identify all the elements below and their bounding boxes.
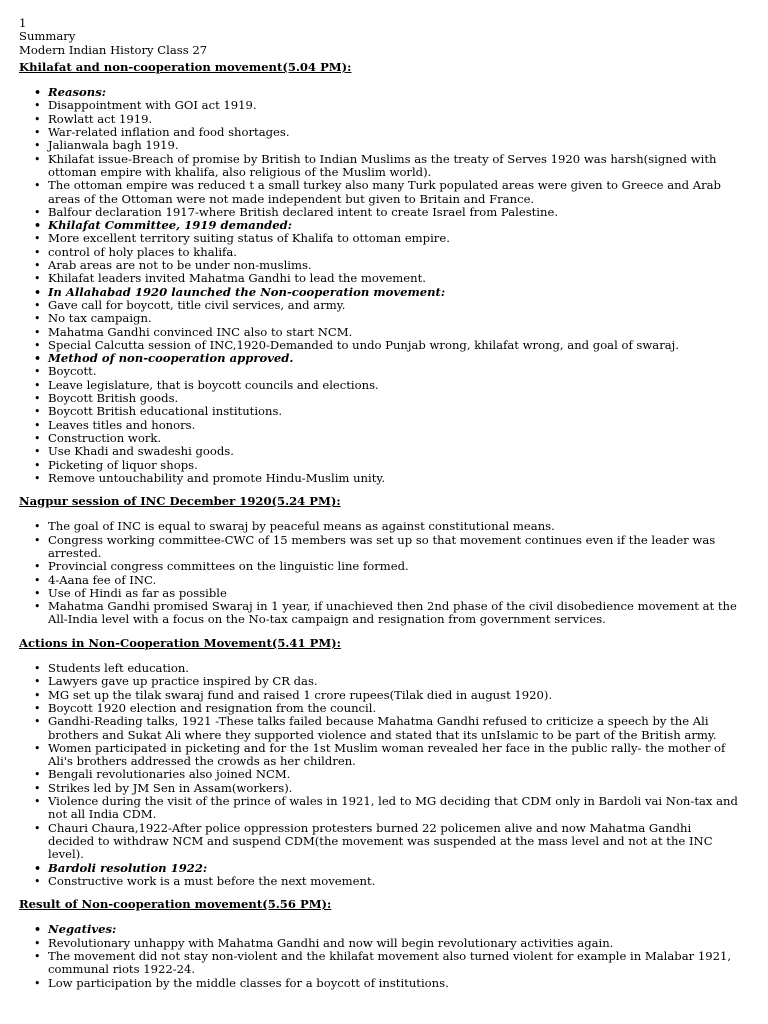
list-item: • Women participated in picketing and for the 1st Muslim woman revealed her face in the public rally- the mother of Ali's brothers addressed the crowds as her children. <box>48 742 738 769</box>
document-type: Summary <box>19 29 76 44</box>
list-item: • Boycott. <box>48 365 738 378</box>
list-item: • Violence during the visit of the prince of wales in 1921, led to MG deciding that CDM only in Bardoli vai Non-tax and not all India CDM. <box>48 795 738 822</box>
list-subheading: • Negatives: <box>48 923 738 936</box>
list-item: • Arab areas are not to be under non-muslims. <box>48 259 738 272</box>
section-heading: Result of Non-cooperation movement(5.56 PM): <box>19 897 332 912</box>
list-item: • Bengali revolutionaries also joined NCM. <box>48 768 738 781</box>
list-item: • Congress working committee-CWC of 15 members was set up so that movement continues even if the leader was arrested. <box>48 534 738 561</box>
list-subheading: • Method of non-cooperation approved. <box>48 352 738 365</box>
page-number: 1 <box>19 16 27 30</box>
list-item: • Jalianwala bagh 1919. <box>48 139 738 152</box>
list-item: • Provincial congress committees on the linguistic line formed. <box>48 560 738 573</box>
section-heading: Actions in Non-Cooperation Movement(5.41 PM): <box>19 635 341 650</box>
list-item: • Students left education. <box>48 662 738 675</box>
list-item: • Lawyers gave up practice inspired by CR das. <box>48 675 738 688</box>
list-item: • Picketing of liquor shops. <box>48 459 738 472</box>
list-item: • The movement did not stay non-violent and the khilafat movement also turned violent for example in Malabar 1921, communal riots 1922-24. <box>48 950 738 977</box>
list-item: • War-related inflation and food shortages. <box>48 126 738 139</box>
list-item: • Use Khadi and swadeshi goods. <box>48 445 738 458</box>
bullet-list <box>19 86 738 485</box>
list-item: • Balfour declaration 1917-where British declared intent to create Israel from Palestine. <box>48 206 738 219</box>
list-item: • Disappointment with GOI act 1919. <box>48 99 738 112</box>
list-item: • Special Calcutta session of INC,1920-Demanded to undo Punjab wrong, khilafat wrong, and goal of swaraj. <box>48 339 738 352</box>
list-item: • Revolutionary unhappy with Mahatma Gandhi and now will begin revolutionary activities again. <box>48 937 738 950</box>
list-item: • Boycott British educational institutions. <box>48 405 738 418</box>
list-item: • Strikes led by JM Sen in Assam(workers). <box>48 782 738 795</box>
list-item: • Leaves titles and honors. <box>48 419 738 432</box>
bullet-list <box>19 923 738 989</box>
section-heading: Khilafat and non-cooperation movement(5.04 PM): <box>19 59 352 74</box>
list-item: • The ottoman empire was reduced t a small turkey also many Turk populated areas were given to Greece and Arab areas of the Ottoman were not made independent but given to Britain and France. <box>48 179 738 206</box>
list-item: • Chauri Chaura,1922-After police oppression protesters burned 22 policemen alive and now Mahatma Gandhi decided to withdraw NCM and suspend CDM(the movement was suspended at the mass level and not at the INC level). <box>48 822 738 862</box>
course-title: Modern Indian History Class 27 <box>19 42 208 57</box>
list-item: • Remove untouchability and promote Hindu-Muslim unity. <box>48 472 738 485</box>
list-subheading: • Bardoli resolution 1922: <box>48 862 738 875</box>
list-item: • Constructive work is a must before the next movement. <box>48 875 738 888</box>
list-item: • The goal of INC is equal to swaraj by peaceful means as against constitutional means. <box>48 520 738 533</box>
sections-container <box>19 61 738 990</box>
list-item: • Use of Hindi as far as possible <box>48 587 738 600</box>
list-item: • Mahatma Gandhi promised Swaraj in 1 year, if unachieved then 2nd phase of the civil disobedience movement at the All-India level with a focus on the No-tax campaign and resignation from government services. <box>48 600 738 627</box>
list-item: • Boycott 1920 election and resignation from the council. <box>48 702 738 715</box>
list-item: • 4-Aana fee of INC. <box>48 574 738 587</box>
list-item: • More excellent territory suiting status of Khalifa to ottoman empire. <box>48 232 738 245</box>
list-item: • Low participation by the middle classes for a boycott of institutions. <box>48 977 738 990</box>
list-item: • Gave call for boycott, title civil services, and army. <box>48 299 738 312</box>
list-subheading: • Khilafat Committee, 1919 demanded: <box>48 219 738 232</box>
list-item: • Rowlatt act 1919. <box>48 113 738 126</box>
list-item: • Construction work. <box>48 432 738 445</box>
list-item: • Khilafat issue-Breach of promise by British to Indian Muslims as the treaty of Serves 1920 was harsh(signed with ottoman empire with khalifa, also religious of the Muslim world). <box>48 153 738 180</box>
list-subheading: • In Allahabad 1920 launched the Non-cooperation movement: <box>48 286 738 299</box>
list-item: • Gandhi-Reading talks, 1921 -These talks failed because Mahatma Gandhi refused to criticize a speech by the Ali brothers and Sukat Ali where they supported violence and stated that its unIslamic to be part of the British army. <box>48 715 738 742</box>
list-item: • control of holy places to khalifa. <box>48 246 738 259</box>
list-item: • Leave legislature, that is boycott councils and elections. <box>48 379 738 392</box>
section-heading: Nagpur session of INC December 1920(5.24 PM): <box>19 494 341 509</box>
bullet-list <box>19 520 738 626</box>
bullet-list <box>19 662 738 888</box>
list-item: • Boycott British goods. <box>48 392 738 405</box>
list-item: • No tax campaign. <box>48 312 738 325</box>
list-item: • Khilafat leaders invited Mahatma Gandhi to lead the movement. <box>48 272 738 285</box>
list-item: • Mahatma Gandhi convinced INC also to start NCM. <box>48 326 738 339</box>
list-item: • MG set up the tilak swaraj fund and raised 1 crore rupees(Tilak died in august 1920). <box>48 689 738 702</box>
list-subheading: • Reasons: <box>48 86 738 99</box>
